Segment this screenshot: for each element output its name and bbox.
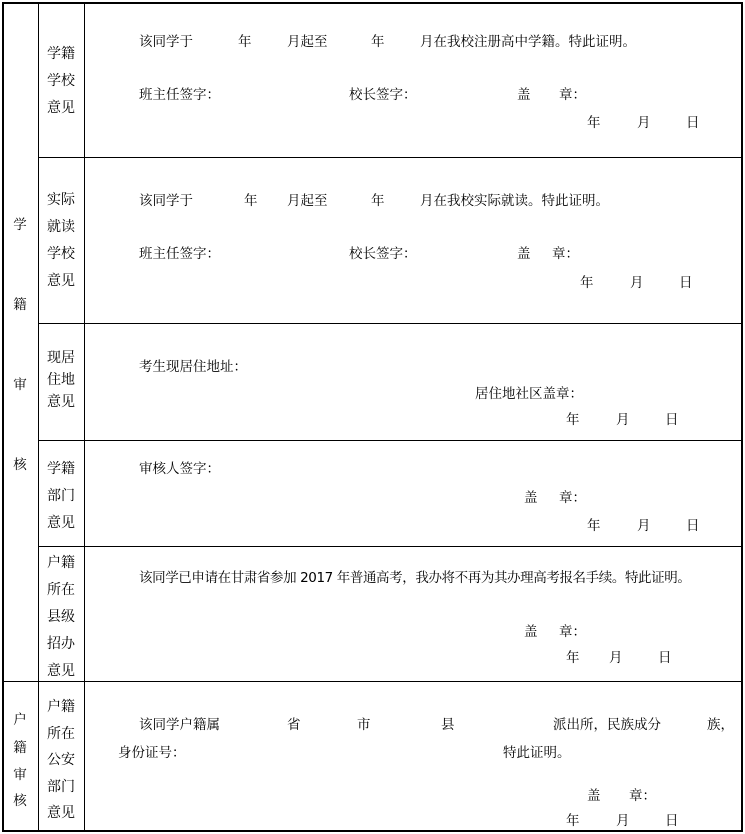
actual-school-label (40, 187, 82, 295)
statement-county: 县 (441, 717, 455, 733)
statement-text: 该同学于 (139, 193, 193, 209)
row-divider-4 (38, 546, 743, 547)
statement-text: 该同学户籍属 (139, 717, 220, 733)
label-line: 意见 (47, 273, 75, 289)
county-office-label (40, 550, 82, 685)
row-divider-5 (2, 681, 743, 682)
xueji-char-3: 审 (13, 377, 27, 393)
label-line: 学校 (47, 73, 75, 89)
date-month: 月 (616, 412, 630, 428)
table-border-left (2, 2, 4, 832)
label-line: 住地 (47, 372, 75, 388)
label-line: 所在 (47, 725, 75, 742)
label-line: 学籍 (47, 46, 75, 62)
seal-label: 章： (552, 246, 579, 262)
school-status-label (40, 41, 82, 122)
principal-signature-label: 校长签字： (349, 87, 417, 103)
address-label: 考生现居住地址： (139, 359, 247, 375)
xueji-char-2: 籍 (13, 297, 27, 313)
label-line: 意见 (47, 100, 75, 116)
date-month: 月 (609, 650, 623, 666)
huji-char-2: 籍 (13, 740, 27, 756)
row-divider-1 (38, 157, 743, 158)
statement-year: 年 (238, 34, 252, 50)
seal-label: 章： (559, 624, 586, 640)
date-day: 日 (686, 115, 700, 131)
label-line: 公安 (47, 752, 75, 768)
column-divider-2 (84, 2, 85, 832)
statement-year: 年 (371, 193, 385, 209)
statement-ethnicity: 族， (707, 717, 734, 733)
teacher-signature-label: 班主任签字： (139, 246, 220, 262)
reviewer-signature-label: 审核人签字： (139, 461, 220, 477)
label-line: 部门 (47, 488, 75, 504)
status-dept-label (40, 456, 82, 537)
police-label (40, 694, 82, 827)
residence-label (40, 347, 82, 413)
xueji-char-4: 核 (13, 457, 27, 473)
row-divider-2 (38, 323, 743, 324)
date-day: 日 (679, 275, 693, 291)
statement-text: 该同学于 (139, 34, 193, 50)
statement-year: 年 (371, 34, 385, 50)
label-line: 现居 (47, 350, 75, 366)
date-day: 日 (665, 813, 679, 829)
seal-label: 盖 (587, 788, 601, 804)
date-day: 日 (658, 650, 672, 666)
community-seal-label: 居住地社区盖章： (475, 386, 583, 402)
date-year: 年 (566, 412, 580, 428)
date-year: 年 (580, 275, 594, 291)
statement-text: 月在我校实际就读。特此证明。 (420, 193, 609, 209)
date-year: 年 (587, 115, 601, 131)
seal-label: 盖 (517, 246, 531, 262)
label-line: 就读 (47, 219, 75, 235)
table-border-bottom (2, 830, 743, 832)
label-line: 县级 (47, 609, 75, 625)
statement-text: 月在我校注册高中学籍。特此证明。 (420, 34, 636, 50)
statement-text: 该同学已申请在甘肃省参加 2017 年普通高考，我办将不再为其办理高考报名手续。特此证明。 (139, 570, 691, 586)
column-divider-1 (38, 2, 39, 832)
seal-label: 章： (559, 490, 586, 506)
date-month: 月 (630, 275, 644, 291)
statement-text: 派出所，民族成分 (553, 717, 661, 733)
table-border-top (2, 2, 743, 4)
date-month: 月 (637, 518, 651, 534)
date-day: 日 (665, 412, 679, 428)
label-line: 意见 (47, 394, 75, 410)
statement-year: 年 (244, 193, 258, 209)
table-border-right (741, 2, 743, 832)
seal-label: 盖 (524, 490, 538, 506)
seal-label: 章： (559, 87, 586, 103)
huji-char-4: 核 (13, 793, 27, 809)
label-line: 所在 (47, 582, 75, 598)
xueji-char-1: 学 (13, 217, 27, 233)
seal-label: 盖 (517, 87, 531, 103)
huji-char-1: 户 (13, 712, 27, 728)
label-line: 意见 (47, 805, 75, 821)
statement-month-from: 月起至 (287, 34, 328, 50)
date-month: 月 (616, 813, 630, 829)
seal-label: 盖 (524, 624, 538, 640)
date-year: 年 (566, 650, 580, 666)
label-line: 部门 (47, 778, 75, 795)
huji-char-3: 审 (13, 767, 27, 783)
label-line: 学籍 (47, 461, 75, 477)
seal-label: 章： (629, 788, 656, 804)
label-line: 户籍 (47, 555, 75, 571)
id-number-label: 身份证号： (118, 745, 186, 761)
date-day: 日 (686, 518, 700, 534)
label-line: 意见 (47, 515, 75, 531)
statement-city: 市 (357, 717, 371, 733)
label-line: 学校 (47, 246, 75, 262)
principal-signature-label: 校长签字： (349, 246, 417, 262)
teacher-signature-label: 班主任签字： (139, 87, 220, 103)
date-year: 年 (566, 813, 580, 829)
row-divider-3 (38, 440, 743, 441)
date-year: 年 (587, 518, 601, 534)
label-line: 意见 (47, 663, 75, 679)
certify-text: 特此证明。 (503, 745, 571, 761)
label-line: 招办 (47, 636, 75, 652)
label-line: 实际 (47, 192, 75, 208)
statement-month-from: 月起至 (287, 193, 328, 209)
label-line: 户籍 (47, 699, 75, 715)
date-month: 月 (637, 115, 651, 131)
statement-province: 省 (287, 717, 301, 733)
